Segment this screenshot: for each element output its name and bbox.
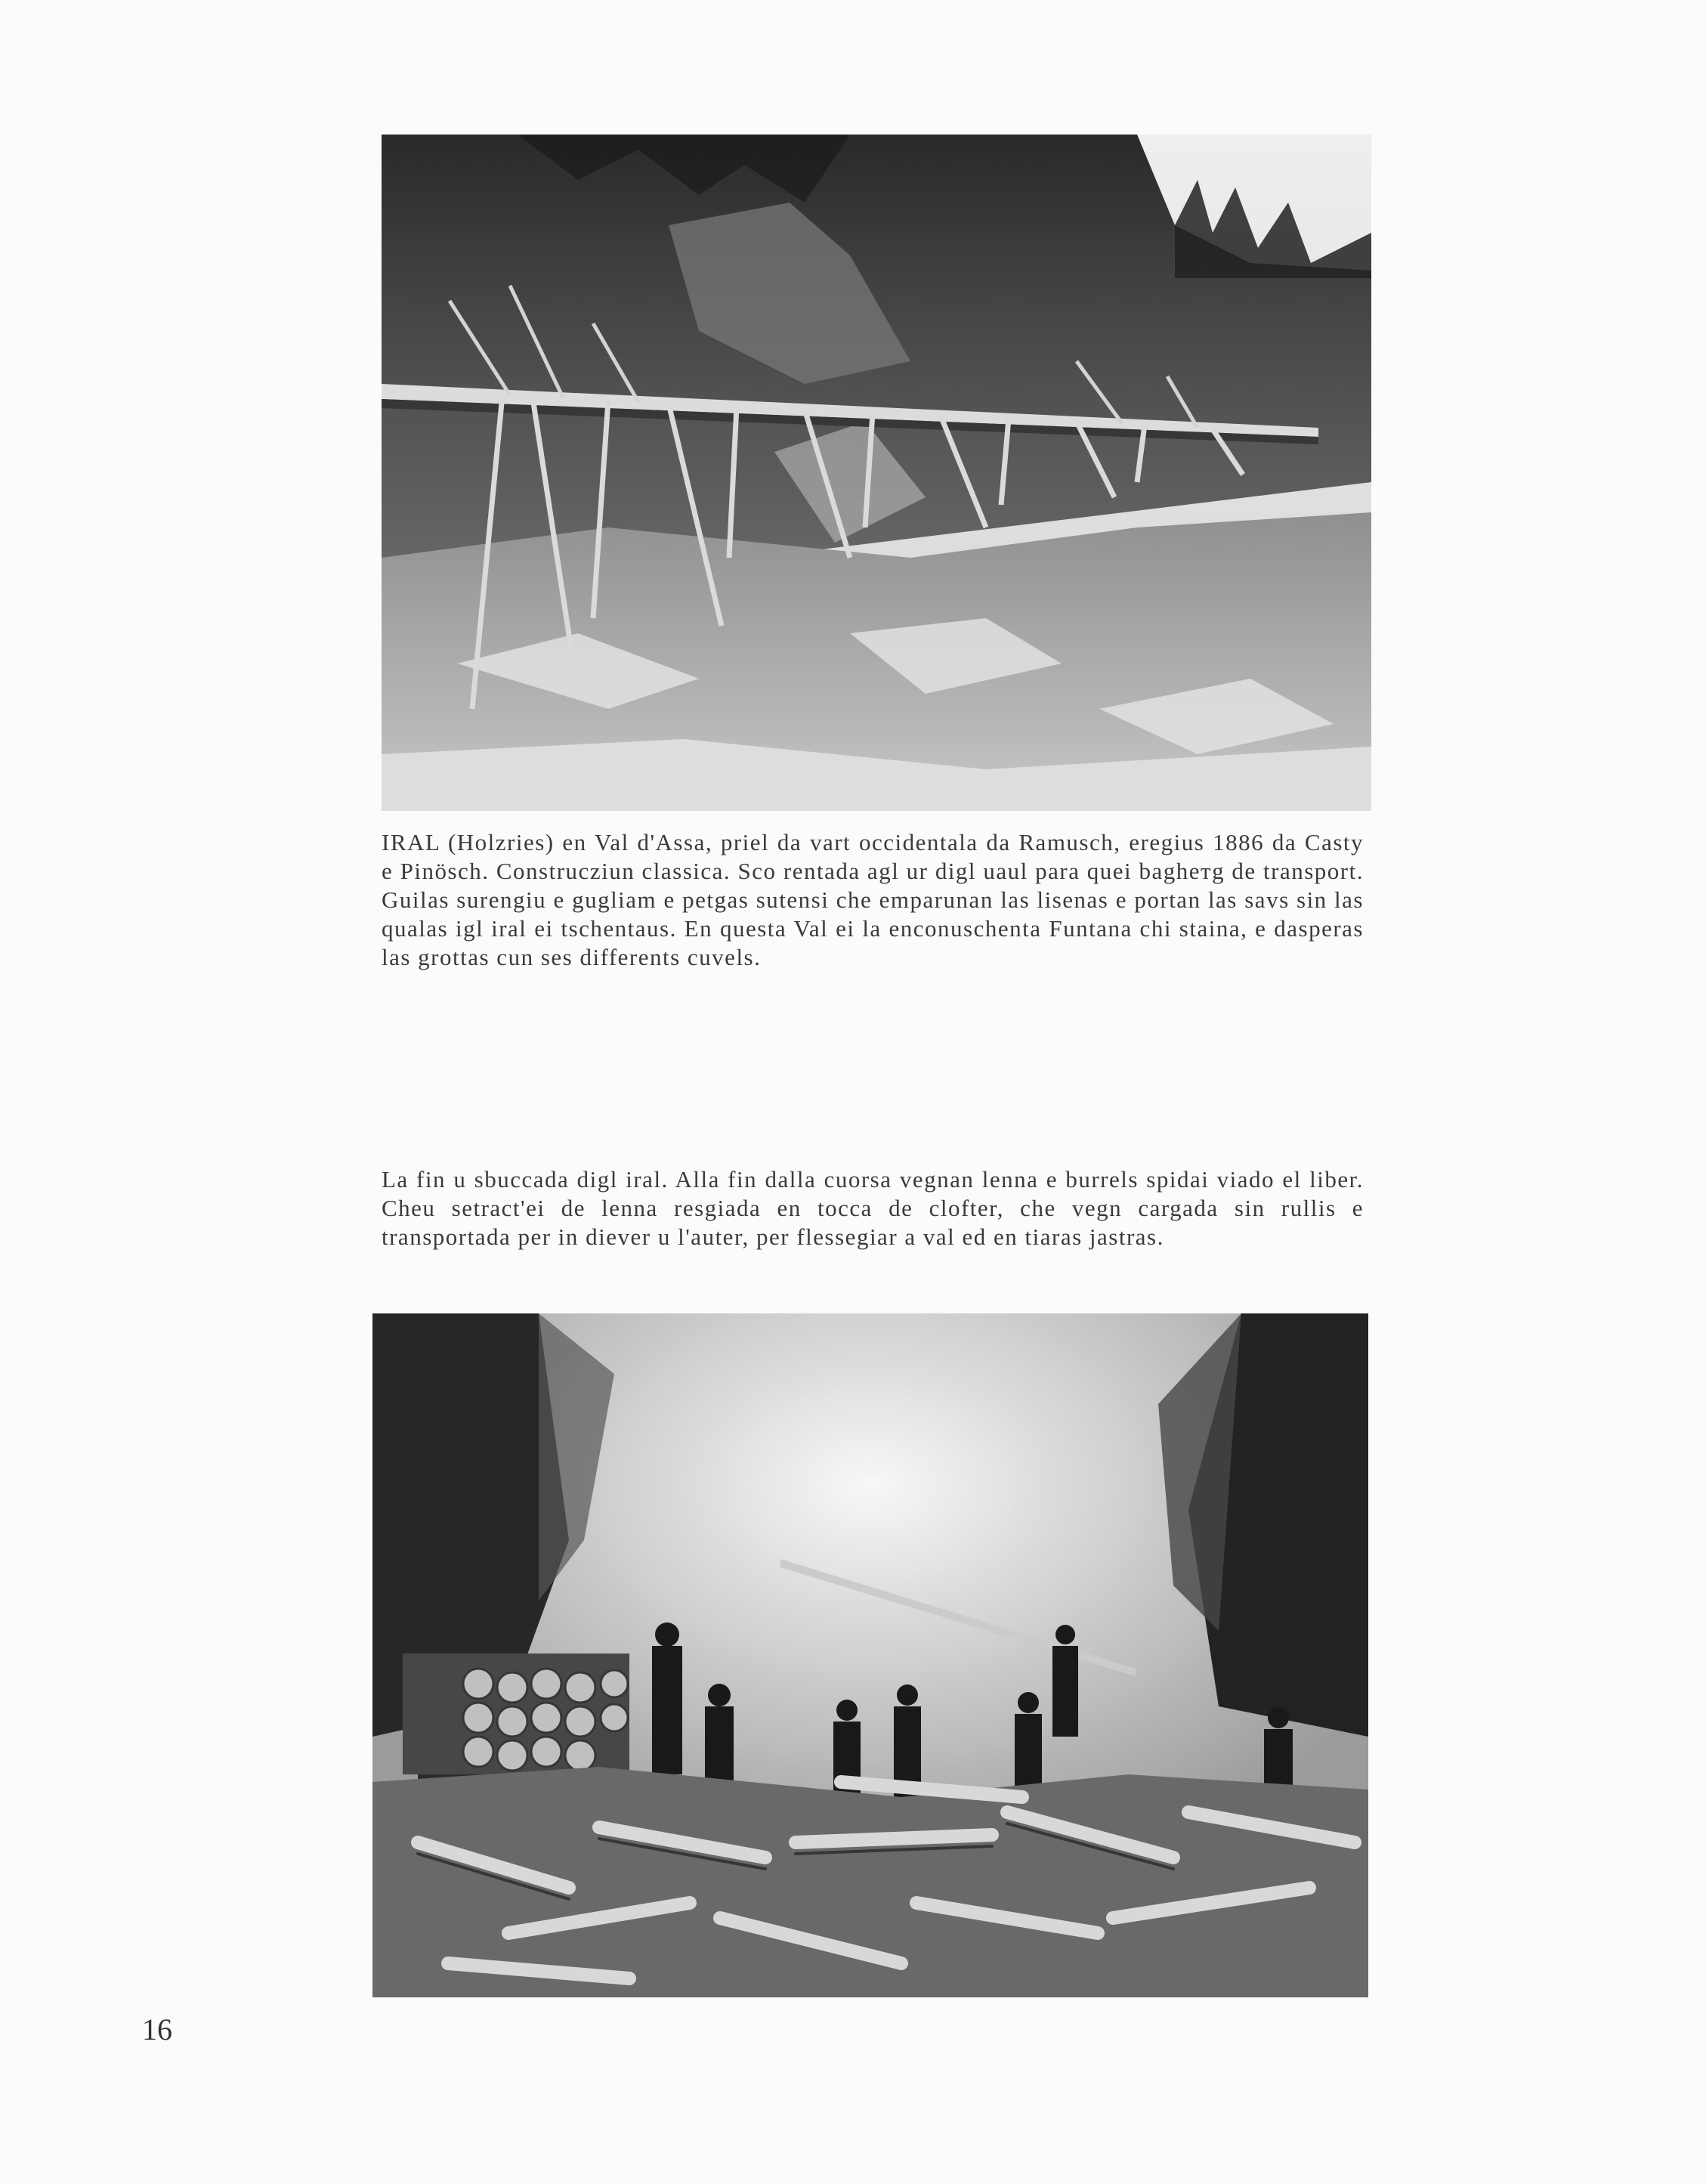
flume-photograph	[382, 135, 1371, 811]
bottom-photo-caption: La fin u sbuccada digl iral. Alla fin dalla cuorsa vegnan lenna e burrels spidai viado el liber. Cheu setract'ei de lenna resgiada en tocca de clofter, che vegn cargada sin rullis e transportada per in diever u l'auter, per flessegiar a val ed en tiaras jastras.	[382, 1166, 1364, 1250]
page-number: 16	[142, 2012, 172, 2046]
flume-photo-graphic	[382, 135, 1371, 811]
log-pile-photo-graphic	[372, 1313, 1368, 1997]
top-photo-caption: IRAL (Holzries) en Val d'Assa, priel da vart occidentala da Ramusch, eregius 1886 da Casty e Pinösch. Construcziun classica. Sco rentada agl ur digl uaul para quei bagheтg de transport. Guilas surengiu e gugliam e petgas sutensi che emparunan las lisenas e portan las savs sin las qualas igl iral ei tschentaus. En questa Val ei la enconuschenta Funtana chi staina, e dasperas las grottas cun ses differents cuvels.	[382, 829, 1364, 970]
log-pile-photograph	[372, 1313, 1368, 1997]
